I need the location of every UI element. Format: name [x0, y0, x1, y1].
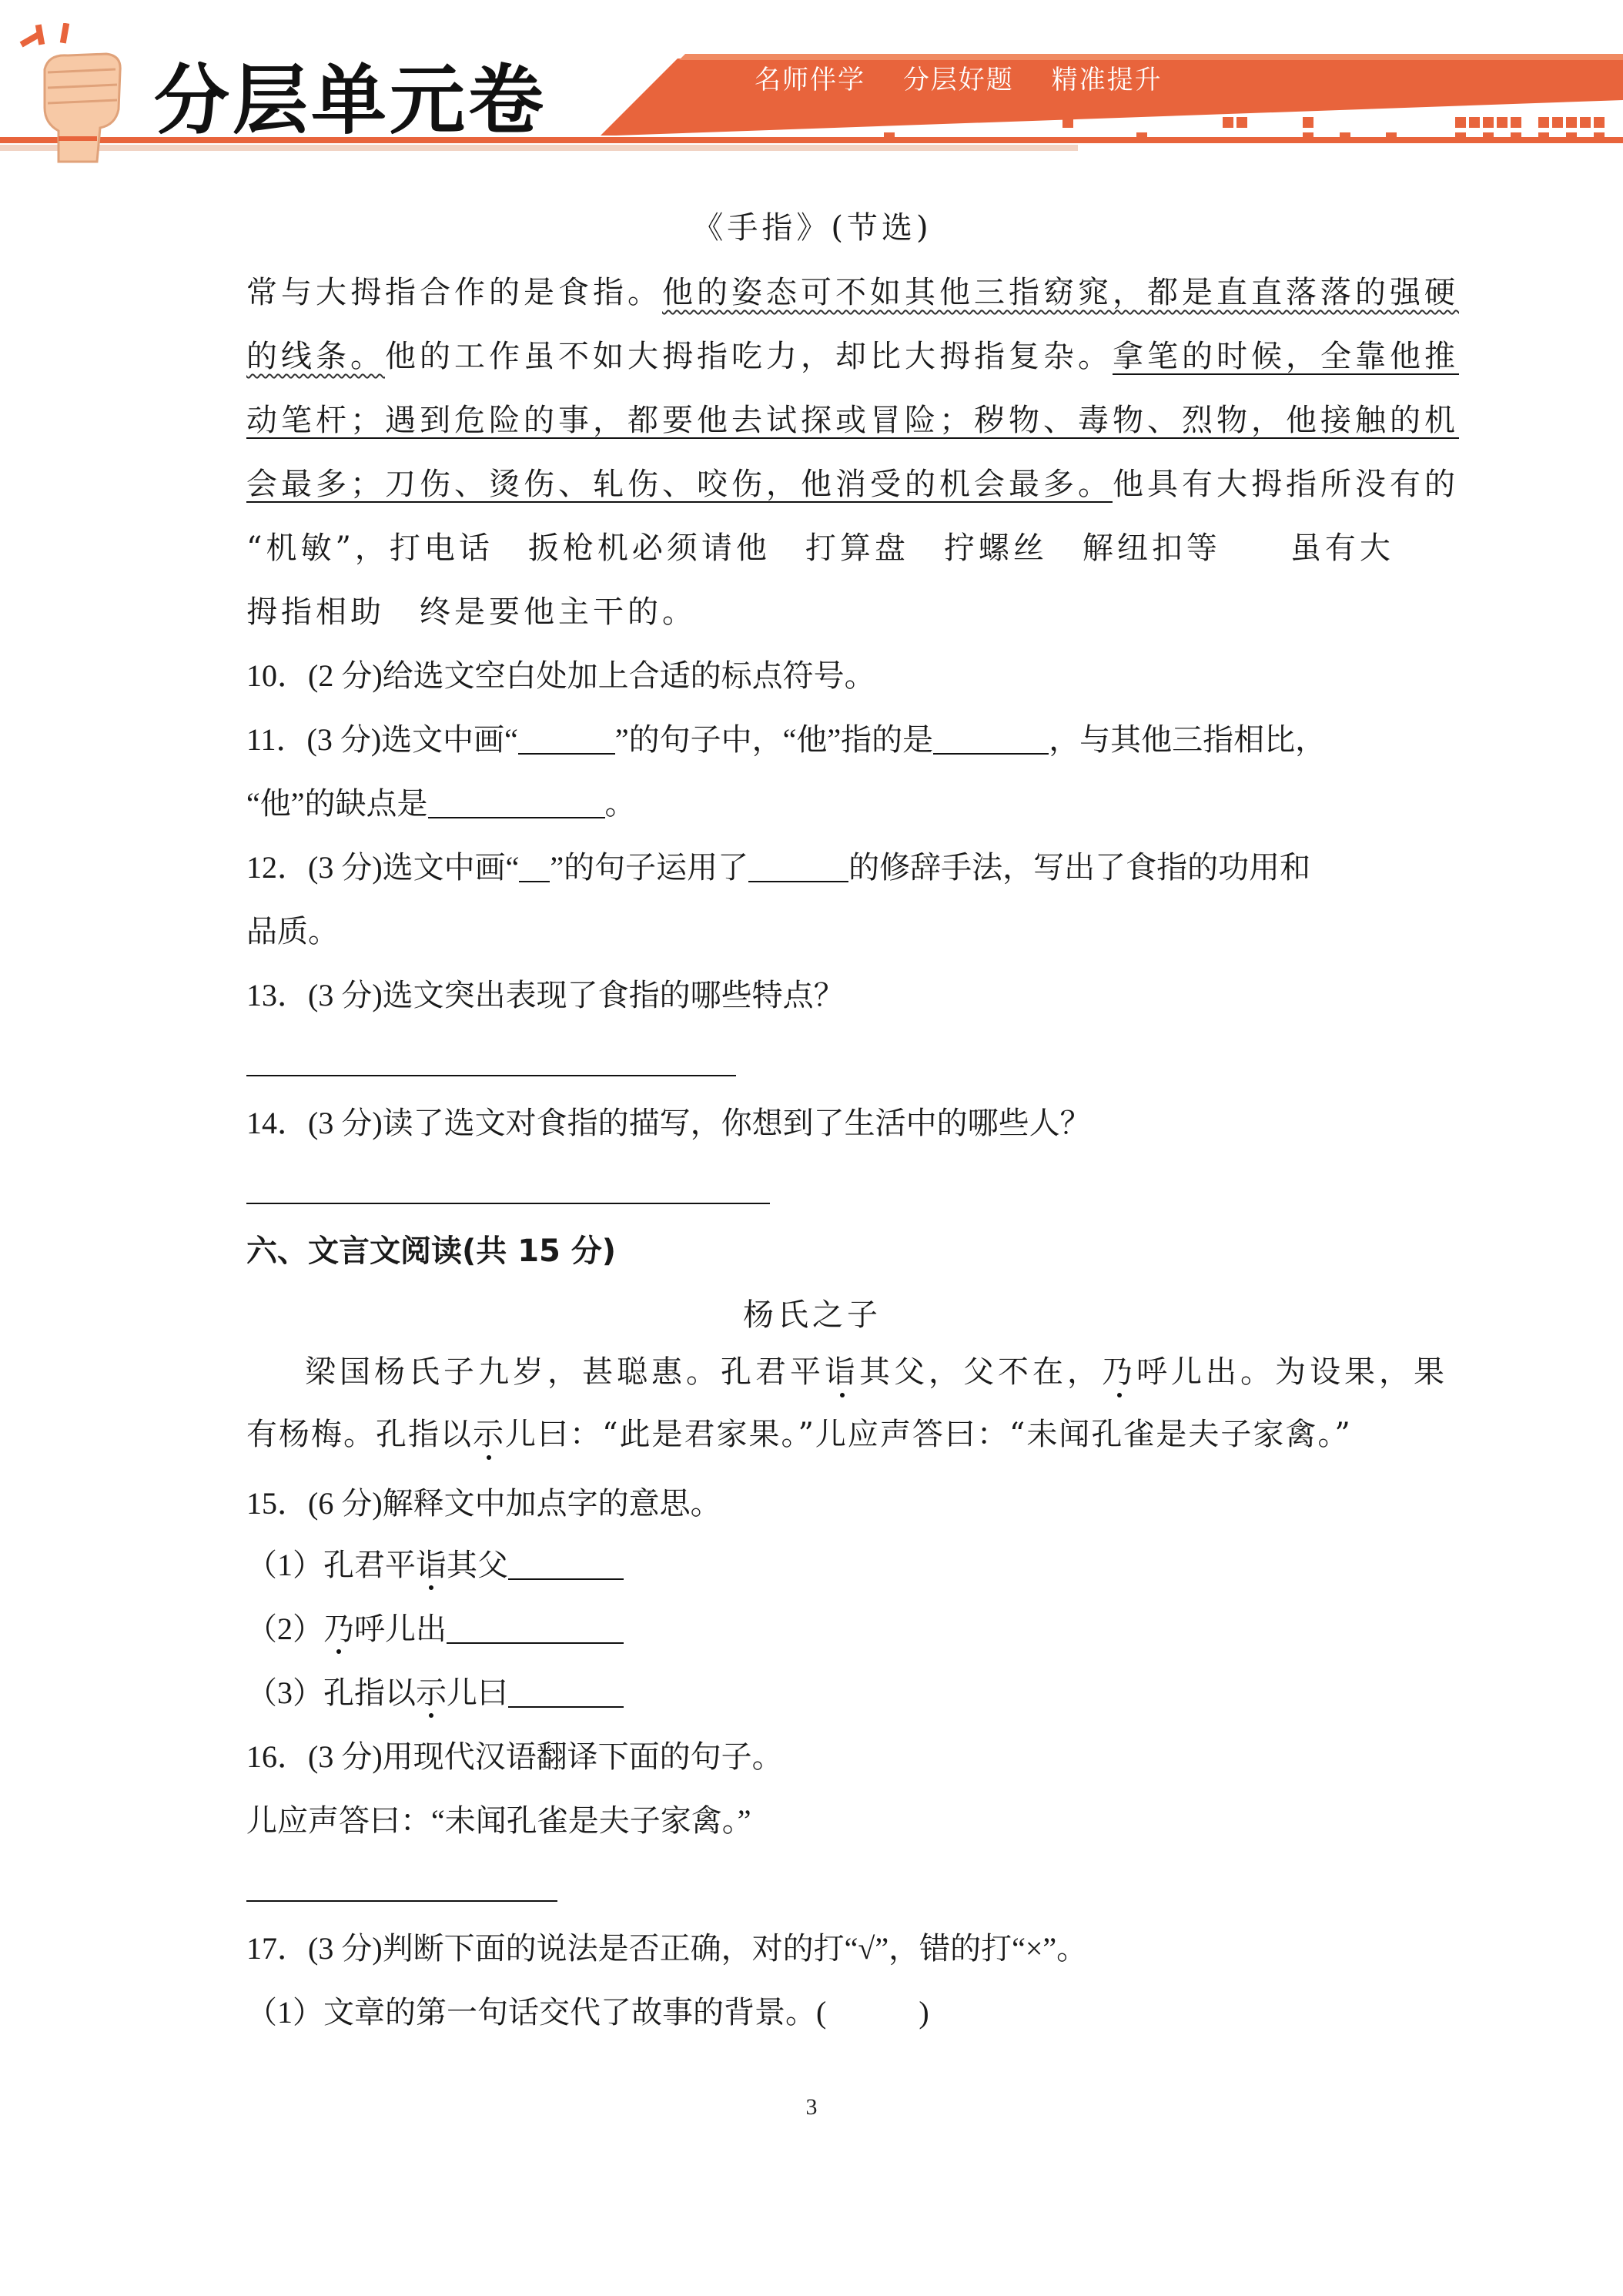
q15-2-text: （2）	[246, 1612, 323, 1646]
q15-1-text: （1）孔君平	[246, 1548, 416, 1582]
dotted-char: 示	[416, 1675, 447, 1710]
question-15-3	[246, 1670, 624, 1716]
question-12	[246, 845, 1310, 891]
q11-text-c: ，与其他三指相比，	[1049, 722, 1327, 757]
passage-title: 《手指》(节选)	[692, 210, 932, 246]
page-number: 3	[805, 2094, 818, 2120]
classical-text: 有杨梅。孔指以	[246, 1417, 473, 1452]
question-11	[246, 717, 1326, 763]
q15-2-text: 呼儿出	[354, 1612, 447, 1646]
passage-l4-b: 他具有大拇指所没有的	[1113, 467, 1459, 502]
dotted-char: 诣	[416, 1548, 447, 1582]
dotted-char: 诣	[825, 1354, 859, 1390]
question-12-cont: 品质。	[246, 914, 339, 949]
dotted-char: 示	[473, 1417, 505, 1452]
q11-text-a: 11．(3 分)选文中画“	[246, 722, 518, 757]
question-16-sentence: 儿应声答曰：“未闻孔雀是夫子家禽。”	[246, 1803, 751, 1838]
page-header	[0, 0, 1623, 162]
answer-blank[interactable]	[519, 850, 550, 882]
passage-l2-b: 他的工作虽不如大拇指吃力，却比大拇指复杂。	[385, 339, 1113, 374]
q11-text-d: “他”的缺点是	[246, 786, 428, 821]
answer-blank[interactable]	[748, 850, 848, 882]
q12-text-a: 12．(3 分)选文中画“	[246, 850, 520, 885]
q17-1-text: （1）文章的第一句话交代了故事的背景。(	[246, 1995, 827, 2030]
passage-l1-a: 常与大拇指合作的是食指。	[246, 275, 662, 310]
slogan-3: 精准提升	[1051, 65, 1163, 95]
classical-text: 其父，父不在，	[859, 1354, 1102, 1390]
classical-line-2	[246, 1411, 1352, 1458]
question-10: 10．(2 分)给选文空白处加上合适的标点符号。	[246, 658, 875, 693]
question-16: 16．(3 分)用现代汉语翻译下面的句子。	[246, 1739, 783, 1774]
question-15: 15．(6 分)解释文中加点字的意思。	[246, 1486, 721, 1521]
answer-blank[interactable]	[508, 1548, 624, 1580]
passage-line-5: “机敏”，打电话 扳枪机必须请他 打算盘 拧螺丝 解纽扣等 虽有大	[246, 530, 1394, 566]
classical-text: 梁国杨氏子九岁，甚聪惠。孔君平	[305, 1354, 825, 1390]
section-heading: 六、文言文阅读(共 15 分)	[246, 1233, 617, 1269]
straight-underlined-sentence-end: 会最多；刀伤、烫伤、轧伤、咬伤，他消受的机会最多。	[246, 467, 1113, 502]
answer-blank[interactable]	[508, 1675, 624, 1708]
dotted-char: 乃	[323, 1612, 354, 1646]
question-17: 17．(3 分)判断下面的说法是否正确，对的打“√”，错的打“×”。	[246, 1931, 1088, 1966]
q11-text-e: 。	[604, 786, 636, 821]
passage-line-4	[246, 461, 1459, 507]
answer-line[interactable]	[246, 1900, 557, 1902]
question-14: 14．(3 分)读了选文对食指的描写，你想到了生活中的哪些人？	[246, 1106, 1091, 1140]
answer-blank[interactable]	[447, 1612, 624, 1644]
question-15-2	[246, 1606, 624, 1652]
answer-blank[interactable]	[518, 722, 615, 755]
dotted-char: 乃	[1102, 1354, 1136, 1390]
straight-underlined-sentence-mid: 动笔杆；遇到危险的事，都要他去试探或冒险；秽物、毒物、烈物，他接触的机	[246, 403, 1459, 438]
q15-1-text: 其父	[447, 1548, 508, 1582]
passage-line-3	[246, 397, 1459, 443]
classical-line-1	[305, 1349, 1448, 1395]
classical-text: 儿曰：“此是君家果。”儿应声答曰：“未闻孔雀是夫子家禽。”	[505, 1417, 1352, 1452]
passage-line-1	[246, 269, 1459, 316]
q11-text-b: ”的句子中，“他”指的是	[614, 722, 934, 757]
q17-1-close: )	[919, 1995, 929, 2030]
slogan	[755, 59, 1190, 96]
classical-text: 呼儿出。为设果，果	[1136, 1354, 1448, 1390]
wavy-underlined-sentence: 他的姿态可不如其他三指窈窕，都是直直落落的强硬	[662, 275, 1459, 310]
fist-icon	[14, 23, 152, 169]
answer-line[interactable]	[246, 1203, 770, 1204]
passage-line-2	[246, 333, 1459, 380]
slogan-1: 名师伴学	[755, 65, 865, 95]
question-15-1	[246, 1542, 624, 1588]
question-13: 13．(3 分)选文突出表现了食指的哪些特点？	[246, 978, 845, 1012]
answer-line[interactable]	[246, 1075, 736, 1076]
classical-title: 杨氏之子	[743, 1297, 882, 1333]
q12-text-b: ”的句子运用了	[550, 850, 749, 885]
answer-blank[interactable]	[933, 722, 1049, 755]
q15-3-text: （3）孔指以	[246, 1675, 416, 1710]
brand-title: 分层单元卷	[154, 57, 547, 145]
slogan-2: 分层好题	[902, 65, 1014, 95]
q15-3-text: 儿曰	[447, 1675, 508, 1710]
answer-blank[interactable]	[428, 786, 605, 818]
question-17-1	[246, 1990, 929, 2036]
question-11-cont	[246, 781, 636, 827]
passage-line-6: 拇指相助 终是要他主干的。	[246, 594, 697, 630]
q12-text-c: 的修辞手法，写出了食指的功用和	[848, 850, 1311, 885]
straight-underlined-sentence: 拿笔的时候，全靠他推	[1113, 339, 1459, 374]
wavy-underlined-sentence-end: 的线条。	[246, 339, 385, 374]
